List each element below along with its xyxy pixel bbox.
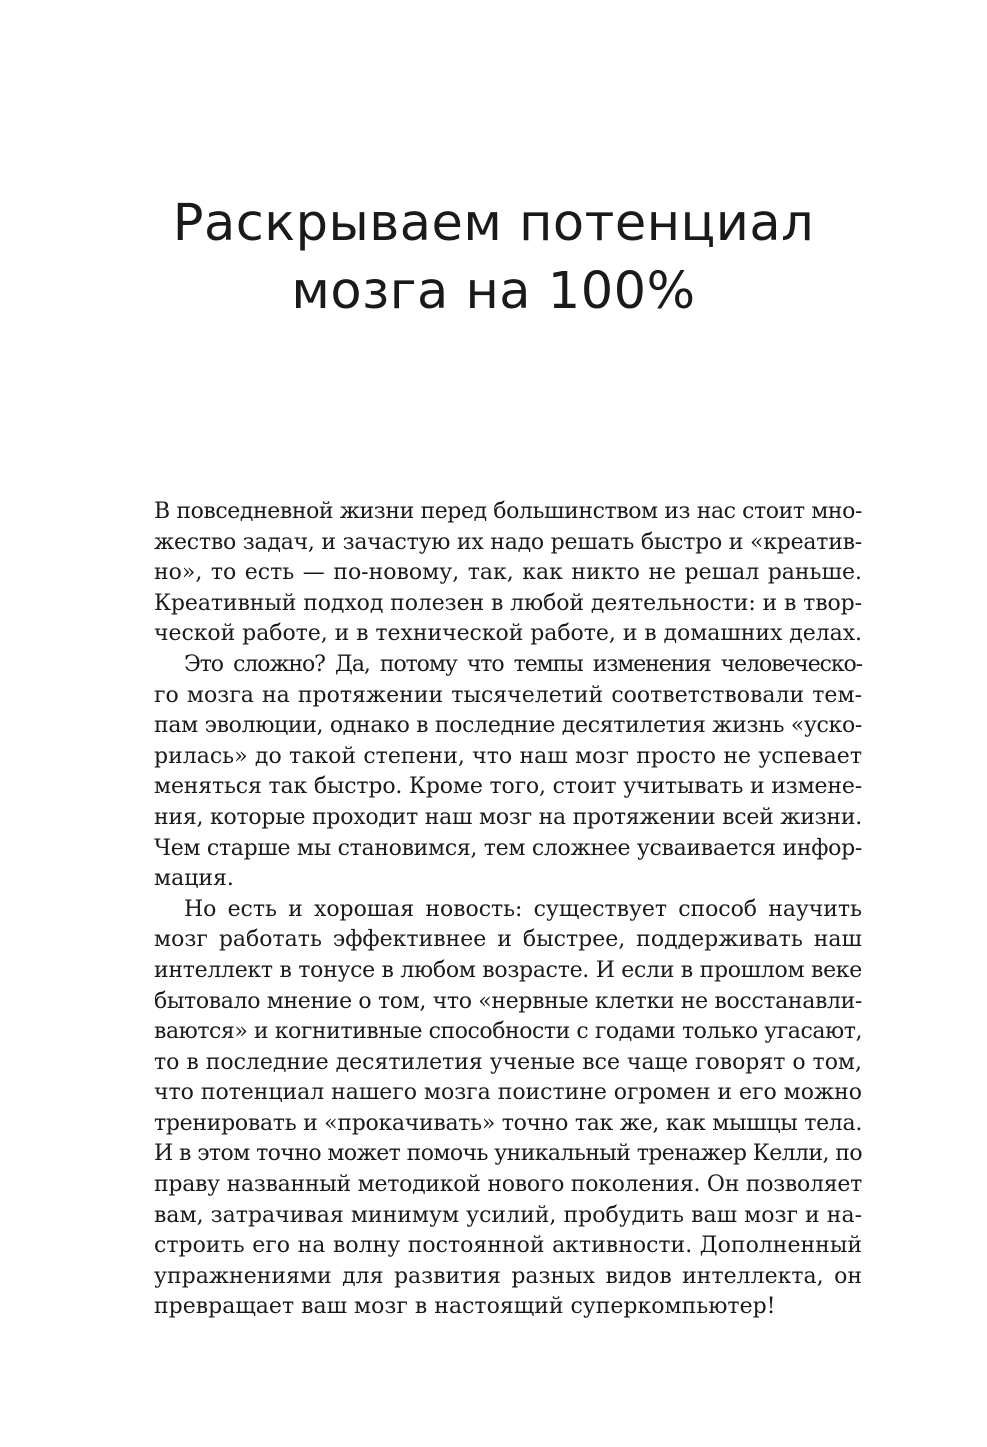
text-line: И в этом точно может помочь уникальный тренажер Келли, по: [154, 1141, 862, 1167]
text-line: ния, которые проходит наш мозг на протяжении всей жизни.: [154, 804, 862, 830]
chapter-title: [0, 190, 987, 326]
text-line: вам, затрачивая минимум усилий, пробудить ваш мозг и на-: [154, 1202, 862, 1228]
text-line: что потенциал нашего мозга поистине огромен и его можно: [154, 1080, 862, 1106]
text-line: праву названный методикой нового поколения. Он позволяет: [154, 1172, 862, 1198]
paragraph-3: [154, 895, 862, 1323]
text-line: упражнениями для развития разных видов интеллекта, он: [154, 1263, 862, 1289]
chapter-title-line-2: мозга на 100%: [291, 262, 696, 321]
text-line: интеллект в тонусе в любом возрасте. И если в прошлом веке: [154, 957, 862, 983]
text-line: В повседневной жизни перед большинством из нас стоит мно-: [154, 499, 862, 524]
text-line: мозг работать эффективнее и быстрее, поддерживать наш: [154, 927, 862, 953]
chapter-title-line-1: Раскрываем потенциал: [172, 194, 815, 253]
text-line: превращает ваш мозг в настоящий суперкомпьютер!: [154, 1294, 776, 1320]
paragraph-1: [154, 497, 862, 650]
body-text: [154, 497, 862, 1323]
text-line: пам эволюции, однако в последние десятилетия жизнь «уско-: [154, 713, 862, 739]
text-line: меняться так быстро. Кроме того, стоит учитывать и измене-: [154, 774, 863, 800]
text-line: строить его на волну постоянной активности. Дополненный: [154, 1233, 862, 1259]
text-line: то в последние десятилетия ученые все чаще говорят о том,: [154, 1049, 863, 1075]
text-line: тренировать и «прокачивать» точно так же, как мышцы тела.: [154, 1110, 863, 1136]
text-line: мация.: [154, 866, 234, 892]
text-line: Чем старше мы становимся, тем сложнее усваивается инфор-: [154, 835, 862, 861]
paragraph-2: [154, 650, 862, 895]
text-line: Это сложно? Да, потому что темпы изменения человеческо-: [184, 651, 862, 677]
text-line: ческой работе, и в технической работе, и в домашних делах.: [154, 621, 862, 647]
text-line: ваются» и когнитивные способности с годами только угасают,: [154, 1019, 863, 1045]
text-line: но», то есть — по-новому, так, как никто не решал раньше.: [154, 560, 862, 586]
text-line: жество задач, и зачастую их надо решать быстро и «креатив-: [154, 529, 862, 555]
text-line: го мозга на протяжении тысячелетий соответствовали тем-: [154, 682, 862, 708]
text-line: Креативный подход полезен в любой деятельности: и в твор-: [154, 590, 862, 616]
text-line: бытовало мнение о том, что «нервные клетки не восстанавли-: [154, 988, 863, 1014]
text-line: рилась» до такой степени, что наш мозг просто не успевает: [154, 743, 862, 769]
text-line: Но есть и хорошая новость: существует способ научить: [184, 896, 862, 922]
